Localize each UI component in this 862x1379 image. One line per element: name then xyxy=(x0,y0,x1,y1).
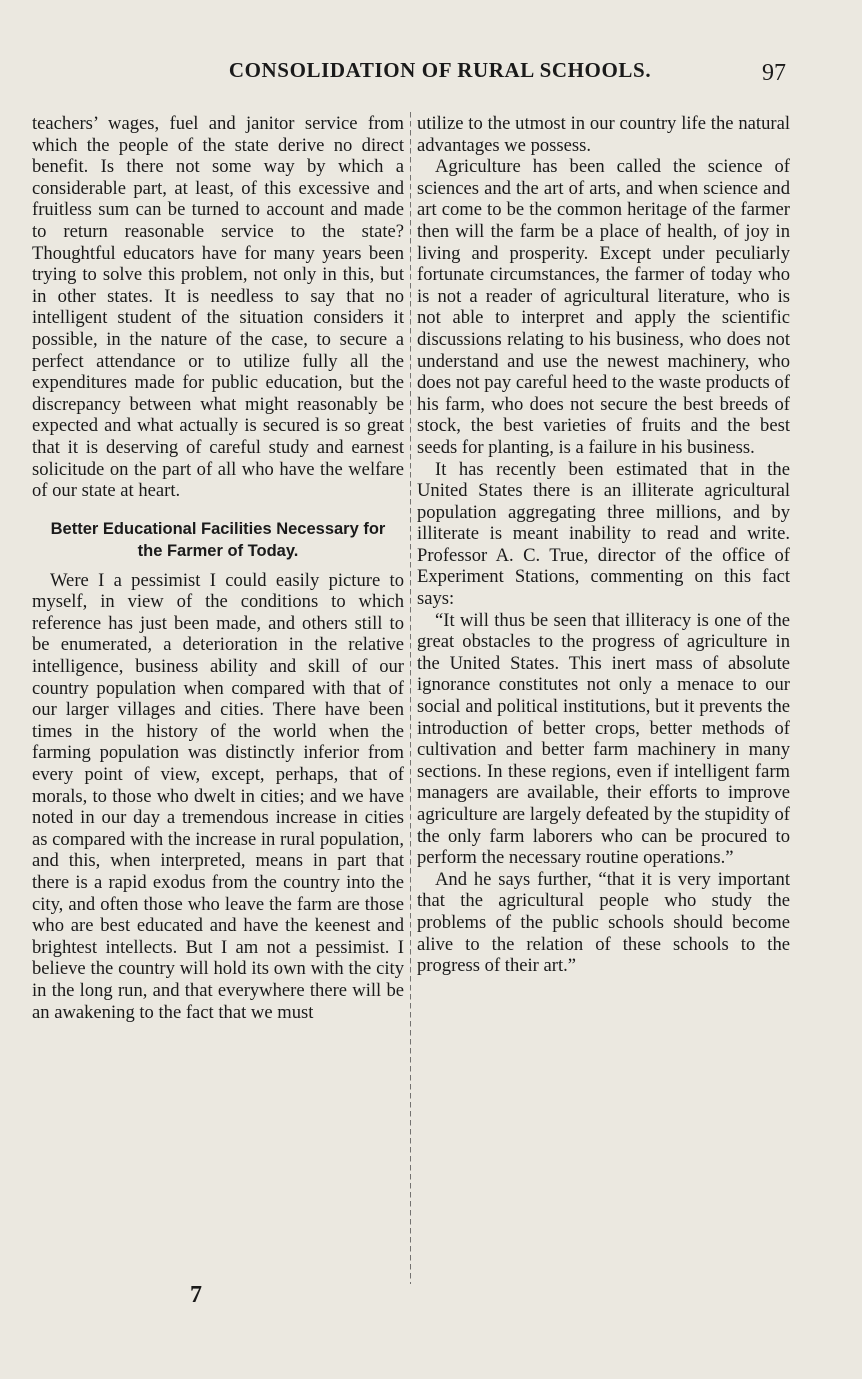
paragraph-illiteracy: It has recently been estimated that in the United States there is an illiterate agricultural population aggregating three millions, and by illiterate is meant inability to read and write. Professor A. C. True, director of the office of Experiment Stations, commenting on this fact says: xyxy=(417,458,790,610)
paragraph-pessimist: Were I a pessimist I could easily picture to myself, in view of the conditions to which reference has just been made, and others still to be enumerated, a deterioration in the relative intelligence, business ability and skill of our country population when compared with that of our larger villages and cities. There have been times in the history of the world when the farming population was distinctly inferior from every point of view, except, perhaps, that of morals, to those who dwelt in cities; and we have noted in our day a tremendous increase in cities as compared with the increase in rural population, and this, when interpreted, means in part that there is a rapid exodus from the country into the city, and often those who leave the farm are those who are best educated and have the keenest and brightest intellects. But I am not a pessimist. I believe the country will hold its own with the city in the long run, and that everywhere there will be an awakening to the fact that we must xyxy=(32,569,404,1023)
left-column xyxy=(32,113,404,1023)
page-header xyxy=(30,58,830,90)
right-column xyxy=(417,113,790,977)
paragraph-quotation: “It will thus be seen that illiteracy is one of the great obstacles to the progress of agriculture in the United States. This inert mass of absolute ignorance constitutes not only a menace to our social and political institutions, but it prevents the introduction of better crops, better methods of cultivation and better farm machinery in many sections. In these regions, even if intelligent farm managers are available, their efforts to improve agriculture are largely defeated by the stupidity of the only farm laborers who can be procured to perform the necessary routine operations.” xyxy=(417,609,790,869)
paragraph-continuation: teachers’ wages, fuel and janitor service from which the people of the state derive no direct benefit. Is there not some way by which a considerable part, at least, of this excessive and fruitless sum can be turned to account and made to return reasonable service to the state? Thoughtful educators have for many years been trying to solve this problem, not only in this, but in other states. It is needless to say that no intelligent student of the situation considers it possible, in the nature of the case, to secure a perfect attendance or to utilize fully all the expenditures made for public education, but the discrepancy between what might reasonably be expected and what actually is secured is so great that it is deserving of careful study and earnest solicitude on the part of all who have the welfare of our state at heart. xyxy=(32,113,404,502)
column-divider xyxy=(410,112,411,1284)
paragraph-utilize: utilize to the utmost in our country life the natural advantages we possess. xyxy=(417,113,790,156)
page-number: 97 xyxy=(762,60,786,86)
signature-mark: 7 xyxy=(190,1282,202,1308)
paragraph-agriculture: Agriculture has been called the science of sciences and the art of arts, and when science and art come to be the common heritage of the farmer then will the farm be a place of health, of joy in living and prosperity. Except under peculiarly fortunate circumstances, the farmer of today who is not a reader of agricultural literature, who is not able to interpret and apply the scientific discussions relating to his business, who does not understand and use the newest machinery, who does not pay careful heed to the waste products of his farm, who does not secure the best breeds of stock, the best varieties of fruits and the best seeds for planting, is a failure in his business. xyxy=(417,156,790,458)
section-subheading: Better Educational Facilities Necessary for the Farmer of Today. xyxy=(50,519,386,560)
paragraph-further: And he says further, “that it is very important that the agricultural people who study the problems of the public schools should become alive to the relation of these schools to the progress of their art.” xyxy=(417,868,790,977)
running-title: CONSOLIDATION OF RURAL SCHOOLS. xyxy=(228,58,652,82)
